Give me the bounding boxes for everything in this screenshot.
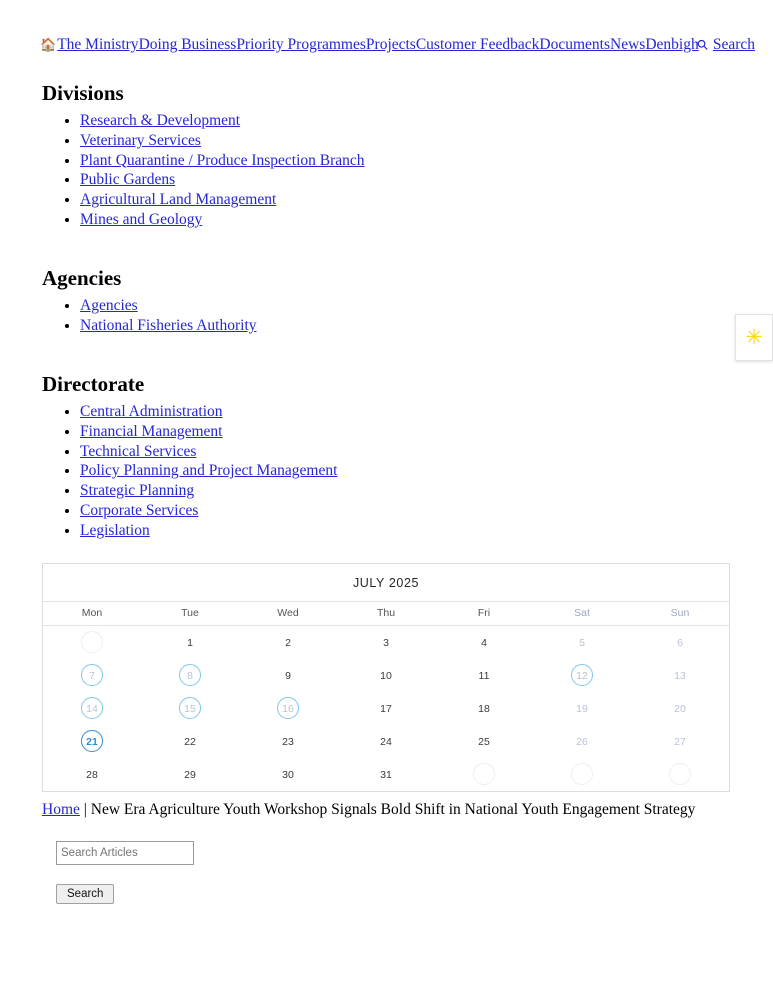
link-public-gardens[interactable]: Public Gardens	[80, 171, 176, 189]
calendar-week-row	[43, 725, 729, 758]
day-number: 11	[478, 670, 490, 683]
day-number: 1	[187, 637, 193, 650]
calendar-week-row	[43, 625, 729, 659]
calendar-day-cell[interactable]	[435, 758, 533, 791]
day-number: 15	[179, 697, 201, 719]
asterisk-icon: ✳	[745, 325, 763, 349]
list-item	[80, 211, 773, 230]
day-number: 20	[674, 703, 686, 716]
link-strategic-planning[interactable]: Strategic Planning	[80, 482, 195, 500]
day-number: 28	[86, 769, 98, 782]
section-directorate	[0, 372, 773, 541]
link-policy-planning-and-project-management[interactable]: Policy Planning and Project Management	[80, 462, 338, 480]
day-number: 26	[576, 736, 588, 749]
nav-item-documents[interactable]: Documents	[539, 36, 610, 53]
list-item	[80, 462, 773, 481]
calendar-table	[43, 601, 729, 791]
weekday-thu: Thu	[337, 601, 435, 625]
day-number: 6	[677, 637, 683, 650]
section-title-agencies: Agencies	[42, 266, 122, 291]
list-item	[80, 132, 773, 151]
list-item	[80, 502, 773, 521]
weekday-mon: Mon	[43, 601, 141, 625]
calendar-day-cell[interactable]	[141, 758, 239, 791]
link-financial-management[interactable]: Financial Management	[80, 422, 223, 440]
calendar-day-cell[interactable]	[239, 758, 337, 791]
day-number	[473, 763, 495, 785]
list-item	[80, 317, 773, 336]
day-number	[669, 763, 691, 785]
day-number: 23	[282, 736, 294, 749]
day-number: 19	[576, 703, 588, 716]
calendar-day-cell[interactable]	[337, 625, 435, 659]
day-number: 18	[478, 703, 490, 716]
calendar-day-cell[interactable]	[533, 659, 631, 692]
day-number: 12	[571, 664, 593, 686]
home-icon: 🏠	[40, 37, 57, 52]
list-item	[80, 112, 773, 131]
day-number: 29	[184, 769, 196, 782]
day-number	[81, 631, 103, 653]
day-number: 22	[184, 736, 196, 749]
calendar-day-cell[interactable]	[337, 659, 435, 692]
calendar-day-cell[interactable]	[631, 692, 729, 725]
day-number: 31	[380, 769, 392, 782]
calendar-body	[43, 625, 729, 791]
day-number	[571, 763, 593, 785]
nav-item-customer-feedback[interactable]: Customer Feedback	[415, 36, 540, 53]
calendar-day-cell[interactable]	[239, 725, 337, 758]
day-number: 5	[579, 637, 585, 650]
weekday-sat: Sat	[533, 601, 631, 625]
list-item	[80, 171, 773, 190]
link-central-administration[interactable]: Central Administration	[80, 402, 223, 420]
day-number: 14	[81, 697, 103, 719]
calendar-widget	[42, 563, 730, 792]
calendar-day-cell[interactable]	[43, 659, 141, 692]
list-item	[80, 191, 773, 210]
calendar-day-cell[interactable]	[533, 692, 631, 725]
nav-item-projects[interactable]: Projects	[365, 36, 416, 53]
calendar-day-cell[interactable]	[239, 659, 337, 692]
link-veterinary-services[interactable]: Veterinary Services	[80, 131, 201, 149]
nav-item-the-ministry[interactable]: The Ministry	[57, 36, 139, 53]
list-item	[80, 443, 773, 462]
calendar-day-cell[interactable]	[435, 692, 533, 725]
article-search-form	[56, 841, 773, 904]
calendar-week-row	[43, 659, 729, 692]
day-number: 2	[285, 637, 291, 650]
calendar-day-cell[interactable]	[533, 725, 631, 758]
nav-search-link[interactable]: Search	[712, 36, 756, 53]
calendar-title: JULY 2025	[352, 575, 420, 590]
floating-widget-button[interactable]	[735, 314, 773, 361]
link-legislation[interactable]: Legislation	[80, 522, 150, 540]
calendar-day-cell[interactable]	[43, 625, 141, 659]
calendar-day-cell[interactable]	[239, 692, 337, 725]
search-button[interactable]: Search	[56, 884, 114, 904]
list-item	[80, 152, 773, 171]
breadcrumb-separator: |	[83, 800, 87, 818]
list-item	[80, 403, 773, 422]
agencies-list	[0, 297, 773, 336]
day-number: 17	[380, 703, 392, 716]
list-item	[80, 522, 773, 541]
calendar-day-cell[interactable]	[435, 725, 533, 758]
calendar-weekday-header	[43, 601, 729, 625]
day-number: 7	[81, 664, 103, 686]
calendar-day-cell[interactable]	[435, 625, 533, 659]
day-number: 8	[179, 664, 201, 686]
nav-home-link[interactable]	[40, 36, 57, 53]
link-national-fisheries-authority[interactable]: National Fisheries Authority	[80, 316, 257, 334]
calendar-day-cell[interactable]	[141, 659, 239, 692]
calendar-day-cell[interactable]	[337, 725, 435, 758]
breadcrumb-current: New Era Agriculture Youth Workshop Signals Bold Shift in National Youth Engagement Strategy	[90, 800, 696, 818]
day-number: 25	[478, 736, 490, 749]
calendar-day-cell[interactable]	[337, 692, 435, 725]
day-number: 30	[282, 769, 294, 782]
breadcrumb-home-link[interactable]: Home	[42, 800, 80, 818]
calendar-day-cell[interactable]	[435, 659, 533, 692]
search-input[interactable]	[56, 841, 194, 865]
weekday-tue: Tue	[141, 601, 239, 625]
calendar-day-cell[interactable]	[141, 692, 239, 725]
nav-item-priority-programmes[interactable]: Priority Programmes	[236, 36, 366, 53]
day-number: 3	[383, 637, 389, 650]
section-title-divisions: Divisions	[42, 80, 124, 105]
calendar-day-cell[interactable]	[631, 725, 729, 758]
nav-item-denbigh[interactable]: Denbigh	[645, 36, 699, 53]
nav-item-doing-business[interactable]: Doing Business	[138, 36, 237, 53]
calendar-day-cell[interactable]	[533, 758, 631, 791]
section-agencies	[0, 266, 773, 336]
main-navigation	[0, 0, 773, 55]
search-icon: ⚲	[694, 36, 713, 55]
calendar-day-cell[interactable]	[43, 692, 141, 725]
calendar-day-cell[interactable]	[533, 625, 631, 659]
calendar-day-cell[interactable]	[631, 625, 729, 659]
list-item	[80, 482, 773, 501]
link-plant-quarantine[interactable]: Plant Quarantine / Produce Inspection Branch	[80, 151, 365, 169]
link-agencies[interactable]: Agencies	[80, 297, 138, 315]
link-technical-services[interactable]: Technical Services	[80, 442, 197, 460]
calendar-week-row	[43, 692, 729, 725]
day-number: 24	[380, 736, 392, 749]
calendar-day-cell[interactable]	[631, 659, 729, 692]
calendar-day-cell[interactable]	[239, 625, 337, 659]
weekday-wed: Wed	[239, 601, 337, 625]
day-number-today: 21	[81, 730, 103, 752]
calendar-day-cell[interactable]	[141, 625, 239, 659]
calendar-day-cell[interactable]	[43, 758, 141, 791]
day-number: 13	[674, 670, 686, 683]
calendar-day-cell[interactable]	[43, 725, 141, 758]
directorate-list	[0, 403, 773, 541]
link-mines-and-geology[interactable]: Mines and Geology	[80, 211, 203, 229]
day-number: 9	[285, 670, 291, 683]
breadcrumb	[42, 800, 773, 819]
section-title-directorate: Directorate	[42, 371, 145, 396]
day-number: 16	[277, 697, 299, 719]
section-divisions	[0, 81, 773, 230]
link-agricultural-land-management[interactable]: Agricultural Land Management	[80, 191, 277, 209]
calendar-day-cell[interactable]	[141, 725, 239, 758]
calendar-day-cell[interactable]	[337, 758, 435, 791]
calendar-day-cell[interactable]	[631, 758, 729, 791]
list-item	[80, 423, 773, 442]
nav-item-news[interactable]: News	[610, 36, 646, 53]
weekday-fri: Fri	[435, 601, 533, 625]
link-research-development[interactable]: Research & Development	[80, 111, 241, 129]
day-number: 4	[481, 637, 487, 650]
divisions-list	[0, 112, 773, 230]
weekday-sun: Sun	[631, 601, 729, 625]
calendar-week-row	[43, 758, 729, 791]
link-corporate-services[interactable]: Corporate Services	[80, 502, 199, 520]
day-number: 10	[380, 670, 392, 683]
day-number: 27	[674, 736, 686, 749]
list-item	[80, 297, 773, 316]
